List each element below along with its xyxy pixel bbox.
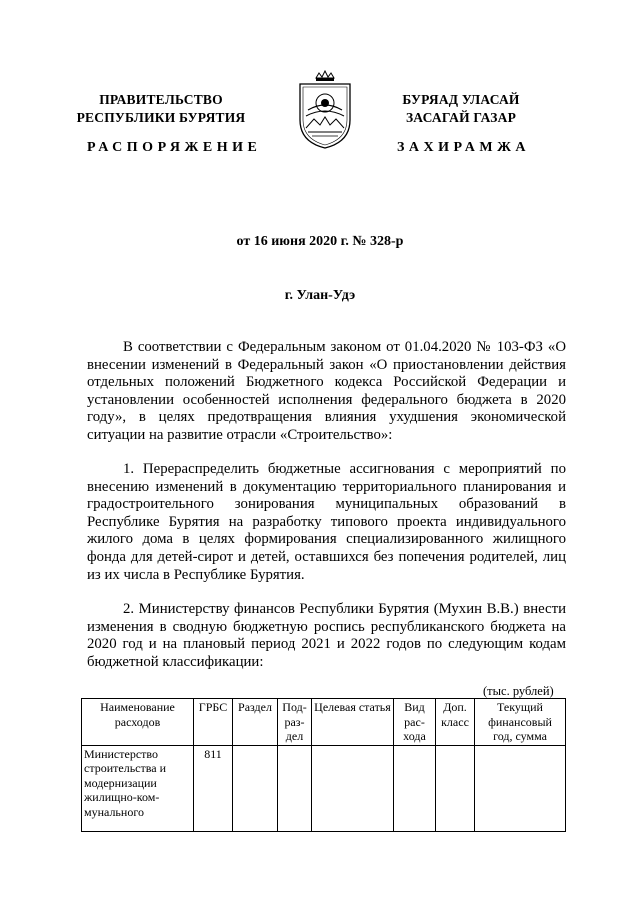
column-header: Раздел: [233, 699, 278, 746]
table-cell: [233, 745, 278, 831]
budget-table: [81, 698, 566, 832]
column-header: Доп. класс: [436, 699, 475, 746]
table-header-row: [82, 699, 566, 746]
table-row: [82, 745, 566, 831]
table-cell: [278, 745, 312, 831]
table-cell: [394, 745, 436, 831]
doc-type-bua: ЗАХИРАМЖА: [397, 140, 531, 155]
column-header: Под-раз-дел: [278, 699, 312, 746]
table-cell: 811: [194, 745, 233, 831]
table-cell: [475, 745, 566, 831]
column-header: Наименование расходов: [82, 699, 194, 746]
date-number: от 16 июня 2020 г. № 328-р: [236, 234, 404, 249]
column-header: ГРБС: [194, 699, 233, 746]
government-name-bua-line2: ЗАСАГАЙ ГАЗАР: [405, 110, 517, 125]
coat-of-arms-icon: [294, 70, 356, 150]
item-1-paragraph: 1. Перераспределить бюджетные ассигнования с мероприятий по внесению изменений в документацию территориального планирования и градостроительного зонирования муниципальных образований в Республике Бурятия на разработку типового проекта индивидуального жилого дома в целях формирования специализированного жилищного фонда для детей-сирот и детей, оставшихся без попечения родителей, лиц из их числа в Республике Бурятия.: [87, 461, 566, 583]
government-name-ru-line2: РЕСПУБЛИКИ БУРЯТИЯ: [76, 110, 246, 125]
table-cell: [436, 745, 475, 831]
table-unit: (тыс. рублей): [483, 684, 554, 698]
doc-type-ru: РАСПОРЯЖЕНИЕ: [87, 140, 262, 155]
table-cell: [312, 745, 394, 831]
government-name-bua: [376, 91, 546, 127]
government-name-ru: [58, 91, 264, 127]
item-2-paragraph: 2. Министерству финансов Республики Бурятия (Мухин В.В.) внести изменения в сводную бюджетную роспись республиканского бюджета на 2020 год и на плановый период 2021 и 2022 годов по следующим кодам бюджетной классификации:: [87, 601, 566, 670]
column-header: Текущий финансовый год, сумма: [475, 699, 566, 746]
government-name-bua-line1: БУРЯАД УЛАСАЙ: [402, 92, 520, 107]
city: г. Улан-Удэ: [284, 288, 356, 303]
table-cell: Министерство строительства и модернизации жилищно-ком-мунального: [82, 745, 194, 831]
column-header: Вид рас-хода: [394, 699, 436, 746]
government-name-ru-line1: ПРАВИТЕЛЬСТВО: [99, 92, 223, 107]
column-header: Целевая статья: [312, 699, 394, 746]
preamble-paragraph: В соответствии с Федеральным законом от 01.04.2020 № 103-ФЗ «О внесении изменений в Федеральный закон «О приостановлении действия отдельных положений Бюджетного кодекса Российской Федерации и установлении особенностей исполнения федерального бюджета в 2020 году», в целях предотвращения влияния ухудшения экономической ситуации на развитие отрасли «Строительство»:: [87, 339, 566, 443]
